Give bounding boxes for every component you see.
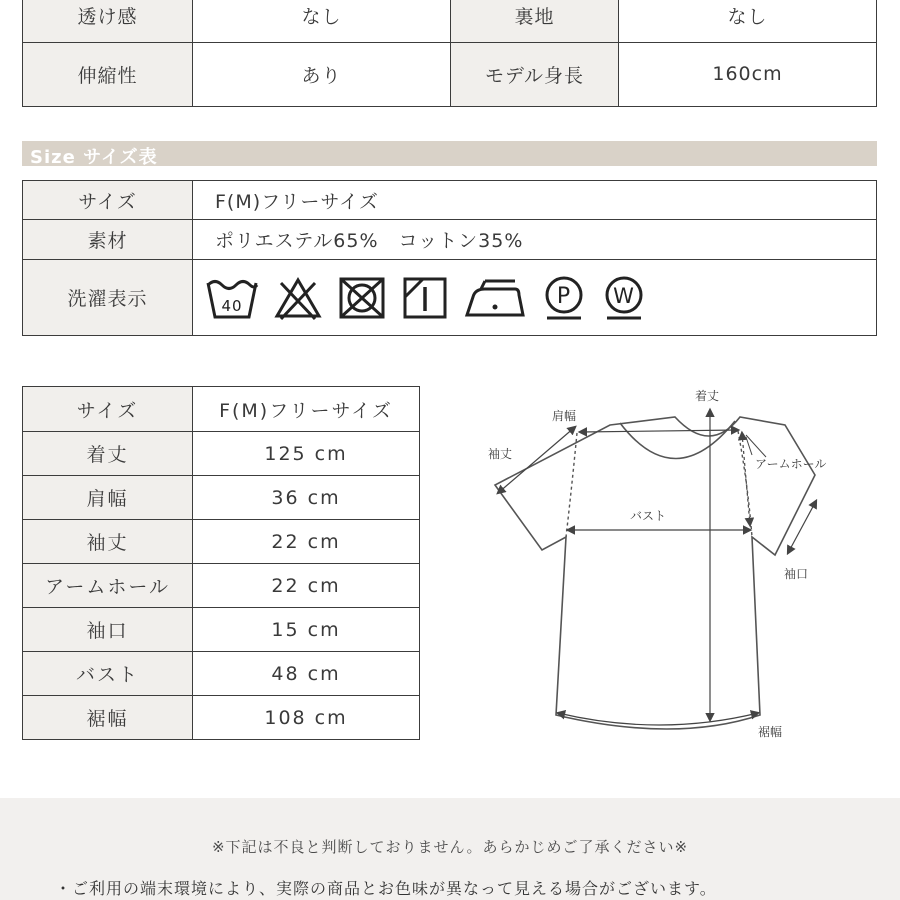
info-row-care [23,260,877,336]
diagram-label-bust: バスト [630,509,667,523]
table-row [23,520,420,564]
material-label: 素材 [23,220,193,260]
measurement-value: 36 cm [193,476,420,520]
property-label: 透け感 [23,0,193,42]
measurement-header-value: F(M)フリーサイズ [193,387,420,432]
property-value: あり [193,42,451,106]
measurement-value: 108 cm [193,696,420,740]
care-icons [193,275,876,321]
iron-low-icon [463,275,527,321]
line-dry-shade-icon [401,275,449,321]
diagram-label-length: 着丈 [695,389,720,403]
diagram-label-armhole: アームホール [755,457,827,471]
property-value: なし [193,0,451,42]
measurement-table [22,386,420,740]
measurement-label: バスト [23,652,193,696]
measurement-value: 22 cm [193,520,420,564]
measurement-label: 肩幅 [23,476,193,520]
wash-40-icon [205,275,259,321]
measurement-header-label: サイズ [23,387,193,432]
measurement-value: 15 cm [193,608,420,652]
size-value: F(M)フリーサイズ [193,181,877,220]
disclaimer-heading: ※下記は不良と判断しておりません。あらかじめご了承ください※ [211,838,689,856]
property-label: 裏地 [451,0,619,42]
size-label: サイズ [23,181,193,220]
property-row [23,0,877,42]
material-value: ポリエステル65% コットン35% [193,220,877,260]
measurement-label: 袖口 [23,608,193,652]
property-label: モデル身長 [451,42,619,106]
tshirt-measurement-diagram [470,375,880,755]
measurement-label: 着丈 [23,432,193,476]
info-table [22,180,877,336]
wash-temp: 40 [221,296,243,315]
property-value: 160cm [619,42,877,106]
disclaimer-item: ・ご利用の端末環境により、実際の商品とお色味が異なって見える場合がございます。 [55,879,717,898]
dry-clean-p-icon [541,275,587,321]
size-section-header [22,141,877,166]
property-label: 伸縮性 [23,42,193,106]
care-icons-cell [193,260,877,336]
footer-notes [0,798,900,900]
care-label: 洗濯表示 [23,260,193,336]
property-table [22,0,877,107]
table-row [23,476,420,520]
table-row [23,608,420,652]
dry-clean-letter: P [556,283,572,309]
no-tumble-dry-icon [337,275,387,321]
wet-clean-letter: W [613,283,635,308]
info-row-material [23,220,877,260]
property-row [23,42,877,106]
table-row [23,564,420,608]
table-row [23,696,420,740]
table-row [23,432,420,476]
measurement-value: 22 cm [193,564,420,608]
measurement-label: 袖丈 [23,520,193,564]
diagram-label-shoulder: 肩幅 [552,409,577,423]
diagram-label-sleeve: 袖丈 [488,447,513,461]
wet-clean-w-icon [601,275,647,321]
property-value: なし [619,0,877,42]
tshirt-outline-icon [470,375,880,755]
table-row [23,652,420,696]
section-title: Size サイズ表 [30,147,158,168]
diagram-label-cuff: 袖口 [784,567,809,581]
info-row-size [23,181,877,220]
no-bleach-icon [273,275,323,321]
diagram-label-hem: 裾幅 [758,725,783,739]
measurement-label: アームホール [23,564,193,608]
measurement-header-row [23,387,420,432]
measurement-value: 48 cm [193,652,420,696]
measurement-value: 125 cm [193,432,420,476]
measurement-label: 裾幅 [23,696,193,740]
